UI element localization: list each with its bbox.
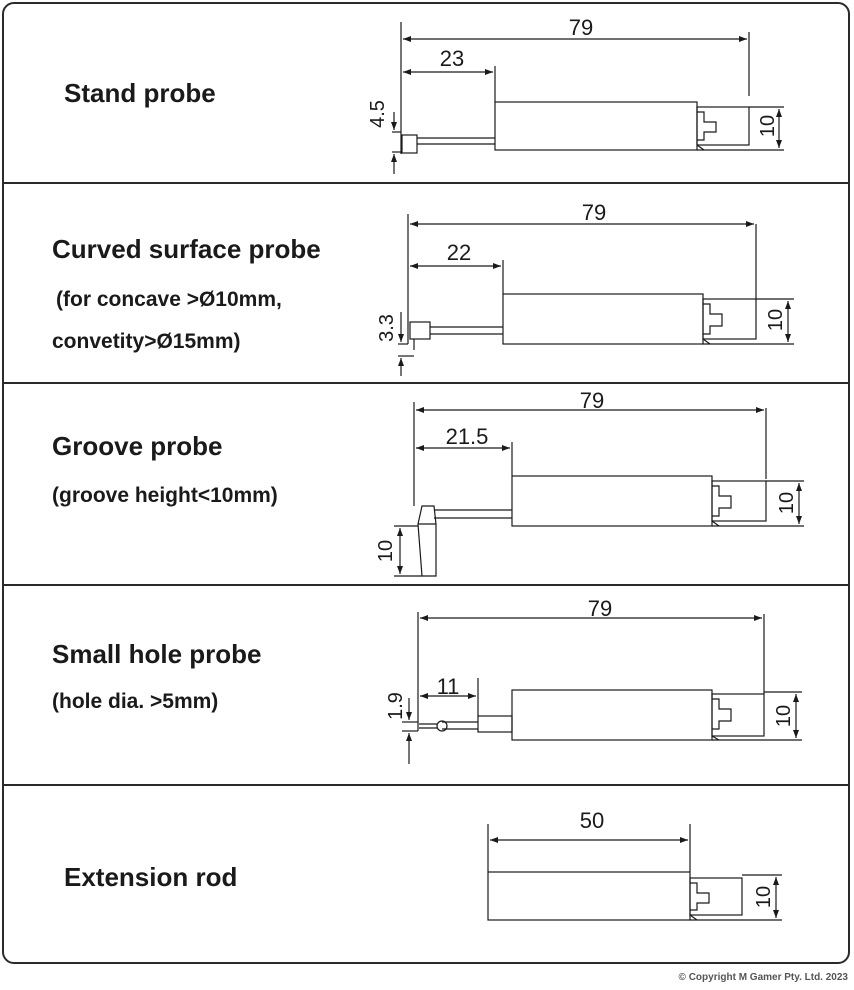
dim-tip: 4.5: [367, 100, 389, 128]
row-extension-rod: [4, 786, 848, 964]
probe-subtitle-line1: (groove height<10mm): [52, 484, 278, 507]
dim-height: 10: [773, 704, 795, 728]
dim-total: 79: [587, 596, 613, 621]
row-small-hole-probe: [4, 586, 848, 786]
dim-tip: 1.9: [385, 692, 407, 720]
probe-subtitle-line2: convetity>Ø15mm): [52, 330, 241, 353]
dim-height: 10: [757, 114, 779, 138]
probe-title: Small hole probe: [52, 639, 262, 669]
dim-total: 79: [568, 15, 594, 40]
diagram-frame: [2, 2, 850, 964]
dim-total: 79: [581, 200, 607, 225]
curved-surface-probe-drawing: [4, 184, 850, 384]
probe-title: Curved surface probe: [52, 234, 321, 264]
probe-subtitle-line1: (for concave >Ø10mm,: [56, 288, 282, 311]
probe-title: Stand probe: [64, 78, 216, 108]
dim-tip: 3.3: [376, 314, 398, 342]
dim-height: 10: [765, 308, 787, 332]
stand-probe-drawing: [4, 4, 850, 184]
extension-rod-drawing: [4, 786, 850, 964]
dim-tip: 10: [375, 539, 397, 563]
row-groove-probe: [4, 384, 848, 586]
dim-offset: 23: [439, 46, 465, 71]
dim-offset: 21.5: [445, 424, 489, 449]
row-curved-surface-probe: [4, 184, 848, 384]
probe-subtitle-line1: (hole dia. >5mm): [52, 690, 219, 713]
dim-offset: 11: [436, 674, 460, 699]
probe-title: Groove probe: [52, 431, 223, 461]
dim-height: 10: [776, 491, 798, 515]
dim-total: 79: [579, 388, 605, 413]
probe-title: Extension rod: [64, 862, 238, 892]
dim-offset: 22: [446, 240, 472, 265]
small-hole-probe-drawing: [4, 586, 850, 786]
dim-total: 50: [579, 808, 605, 833]
groove-probe-drawing: [4, 384, 850, 586]
copyright-notice: © Copyright M Gamer Pty. Ltd. 2023: [678, 972, 848, 983]
dim-height: 10: [753, 885, 775, 909]
row-stand-probe: [4, 4, 848, 184]
